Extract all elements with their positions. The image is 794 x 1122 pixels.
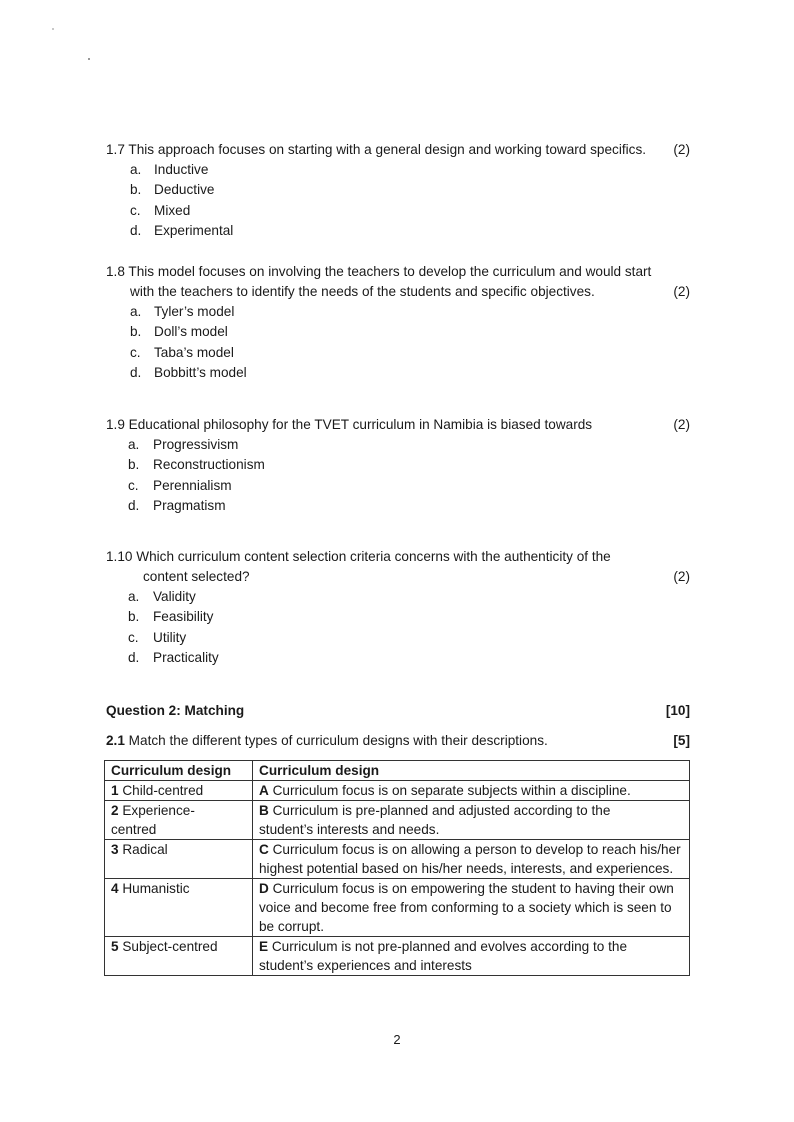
scan-speck: [88, 58, 90, 60]
page-number: 2: [393, 1032, 401, 1047]
question-text: 1.7 This approach focuses on starting with a general design and working toward specifics.: [106, 142, 647, 157]
options-list: [106, 587, 690, 669]
section-2-heading: [106, 701, 690, 721]
question-1-8: [106, 262, 690, 384]
option-a: a. Progressivism: [128, 437, 239, 452]
column-header: Curriculum design: [253, 761, 690, 781]
options-list: [106, 160, 690, 242]
options-list: [106, 435, 690, 517]
option-d: d. Bobbitt’s model: [130, 365, 247, 381]
question-1-9: [106, 415, 690, 517]
option-c: c. Taba’s model: [130, 344, 234, 360]
question-1-10: [106, 547, 690, 669]
table-row: 1 Child-centred A Curriculum focus is on separate subjects within a discipline.: [105, 781, 690, 801]
section-title: Question 2: Matching: [106, 703, 245, 718]
option-a: a. Inductive: [130, 162, 209, 177]
question-text: 1.9 Educational philosophy for the TVET curriculum in Namibia is biased towards: [106, 417, 593, 432]
option-b: b. Deductive: [130, 182, 215, 198]
question-marks: (2): [673, 142, 690, 157]
matching-table: [104, 760, 690, 976]
option-b: b. Doll’s model: [130, 324, 228, 340]
option-c: c. Perennialism: [128, 477, 232, 493]
scan-speck: [52, 28, 54, 30]
question-marks: (2): [673, 284, 690, 299]
option-c: c. Mixed: [130, 202, 191, 218]
table-row: 4 Humanistic D Curriculum focus is on empowering the student to having their own voice and become free from conforming to a society which is seen to be corrupt.: [105, 879, 690, 937]
option-b: b. Reconstructionism: [128, 457, 265, 473]
option-d: d. Practicality: [128, 650, 219, 666]
sub-marks: [5]: [673, 733, 690, 748]
sub-text: Match the different types of curriculum designs with their descriptions.: [124, 733, 548, 748]
sub-number: 2.1: [106, 733, 125, 748]
question-text-cont: content selected?: [143, 569, 250, 584]
question-text: 1.10 Which curriculum content selection criteria concerns with the authenticity of the: [106, 549, 611, 564]
column-header: Curriculum design: [105, 761, 253, 781]
table-row: 2 Experience-centred B Curriculum is pre-planned and adjusted according to the student’s interests and needs.: [105, 801, 690, 840]
question-1-7: [106, 140, 690, 242]
option-a: a. Validity: [128, 589, 196, 604]
option-d: d. Experimental: [130, 223, 234, 239]
option-c: c. Utility: [128, 629, 187, 645]
option-a: a. Tyler’s model: [130, 304, 235, 319]
section-marks: [10]: [665, 703, 690, 718]
table-header-row: [105, 761, 690, 781]
option-b: b. Feasibility: [128, 609, 214, 625]
question-marks: (2): [673, 569, 690, 584]
table-row: 3 Radical C Curriculum focus is on allowing a person to develop to reach his/her highest potential based on his/her needs, interests, and experiences.: [105, 840, 690, 879]
question-text: 1.8 This model focuses on involving the teachers to develop the curriculum and would start: [106, 264, 652, 279]
option-d: d. Pragmatism: [128, 498, 226, 514]
question-marks: (2): [673, 417, 690, 432]
options-list: [106, 302, 690, 384]
table-row: 5 Subject-centred E Curriculum is not pre-planned and evolves according to the student’s experiences and interests: [105, 937, 690, 976]
question-2-1: [106, 731, 690, 751]
question-text-cont: with the teachers to identify the needs of the students and specific objectives.: [130, 284, 595, 299]
